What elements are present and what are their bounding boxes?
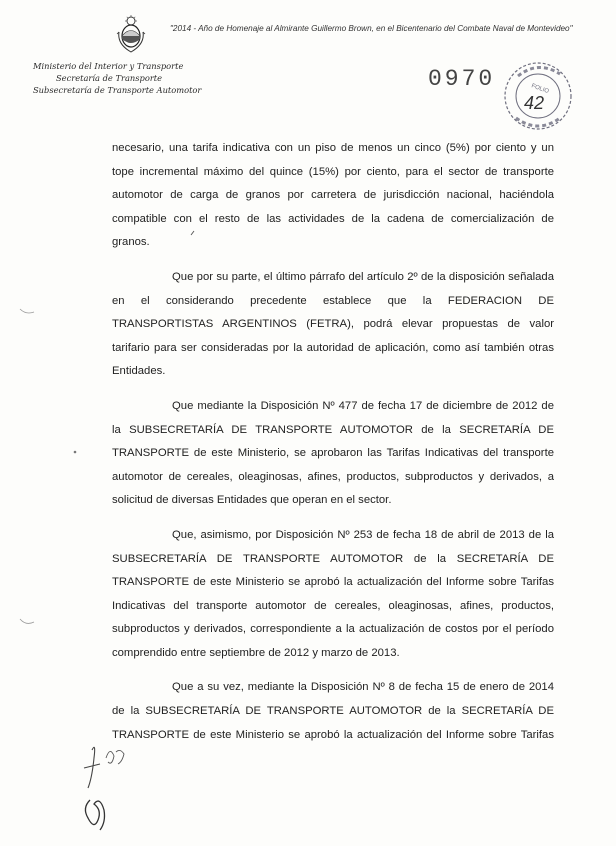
- paragraph-4: [112, 524, 554, 666]
- body-line: granos.: [112, 236, 150, 249]
- body-line: Indicativas del transporte automotor de cereales, oleaginosas, afines, productos,: [112, 599, 554, 612]
- stamp-folio-label: FOLIO: [530, 83, 550, 96]
- stamp-folio-number: 42: [524, 93, 545, 113]
- margin-mark: [18, 305, 38, 317]
- body-line: necesario, una tarifa indicativa con un piso de menos un cinco (5%) por ciento y un: [112, 142, 554, 154]
- paragraph-2: [112, 266, 554, 384]
- body-line: la SUBSECRETARÍA DE TRANSPORTE AUTOMOTOR de la SECRETARÍA DE: [112, 423, 554, 436]
- body-line: TRANSPORTE de este Ministerio se aprobó la actualización del Informe sobre Tarifas: [112, 576, 554, 589]
- margin-mark: [18, 616, 38, 628]
- margin-dot: [72, 449, 78, 455]
- body-line: en el considerando precedente establece que la FEDERACION DE: [112, 294, 554, 307]
- body-line: TRANSPORTE de este Ministerio, se aprobaron las Tarifas Indicativas del transporte: [112, 447, 554, 460]
- paragraph-5: [112, 676, 554, 747]
- body-line: Que mediante la Disposición Nº 477 de fecha 17 de diciembre de 2012 de: [172, 399, 554, 412]
- folio-stamp-icon: [498, 58, 578, 134]
- ministry-letterhead: [33, 61, 201, 96]
- body-line: subproductos y derivados, correspondiente a la actualización de costos por el período: [112, 623, 554, 636]
- secretariat-name: Secretaría de Transporte: [56, 72, 163, 83]
- body-line: Entidades.: [112, 365, 166, 378]
- body-line: de la SUBSECRETARÍA DE TRANSPORTE AUTOMOTOR de la SECRETARÍA DE: [112, 705, 554, 718]
- body-line: compatible con el resto de las actividades de la cadena de comercialización de: [112, 212, 554, 225]
- body-line: tarifario para ser consideradas por la autoridad de aplicación, como así también otras: [112, 341, 554, 354]
- body-line: automotor de carga de granos por carretera de jurisdicción nacional, haciéndola: [112, 189, 554, 202]
- body-line: Que por su parte, el último párrafo del artículo 2º de la disposición señalada: [172, 270, 554, 283]
- handwritten-initials-signature: [78, 738, 138, 838]
- body-line: SUBSECRETARÍA DE TRANSPORTE AUTOMOTOR de la SECRETARÍA DE: [112, 552, 554, 565]
- paragraph-3: [112, 395, 554, 513]
- body-line: solicitud de diversas Entidades que operan en el sector.: [112, 494, 392, 507]
- folio-number: 0970: [428, 66, 496, 92]
- subsecretariat-name: Subsecretaría de Transporte Automotor: [33, 84, 202, 95]
- national-coat-of-arms-icon: [116, 14, 146, 54]
- body-line: Que, asimismo, por Disposición Nº 253 de fecha 18 de abril de 2013 de la: [172, 528, 554, 541]
- body-line: tope incremental máximo del quince (15%) por ciento, para el sector de transporte: [112, 165, 554, 178]
- body-line: TRANSPORTISTAS ARGENTINOS (FETRA), podrá elevar propuestas de valor: [112, 318, 554, 331]
- ministry-name: Ministerio del Interior y Transporte: [33, 61, 184, 71]
- body-line: comprendido entre septiembre de 2012 y marzo de 2013.: [112, 646, 400, 659]
- year-motto: "2014 - Año de Homenaje al Almirante Guillermo Brown, en el Bicentenario del Combate Naval de Montevideo": [170, 24, 573, 33]
- body-line: automotor de cereales, oleaginosas, afines, productos, subproductos y derivados, a: [112, 470, 554, 483]
- document-body: [112, 137, 554, 747]
- body-line: TRANSPORTE de este Ministerio se aprobó la actualización del Informe sobre Tarifas: [112, 728, 554, 741]
- body-line: Que a su vez, mediante la Disposición Nº 8 de fecha 15 de enero de 2014: [172, 681, 554, 694]
- ink-speck: [189, 229, 197, 237]
- paragraph-1: [112, 137, 554, 255]
